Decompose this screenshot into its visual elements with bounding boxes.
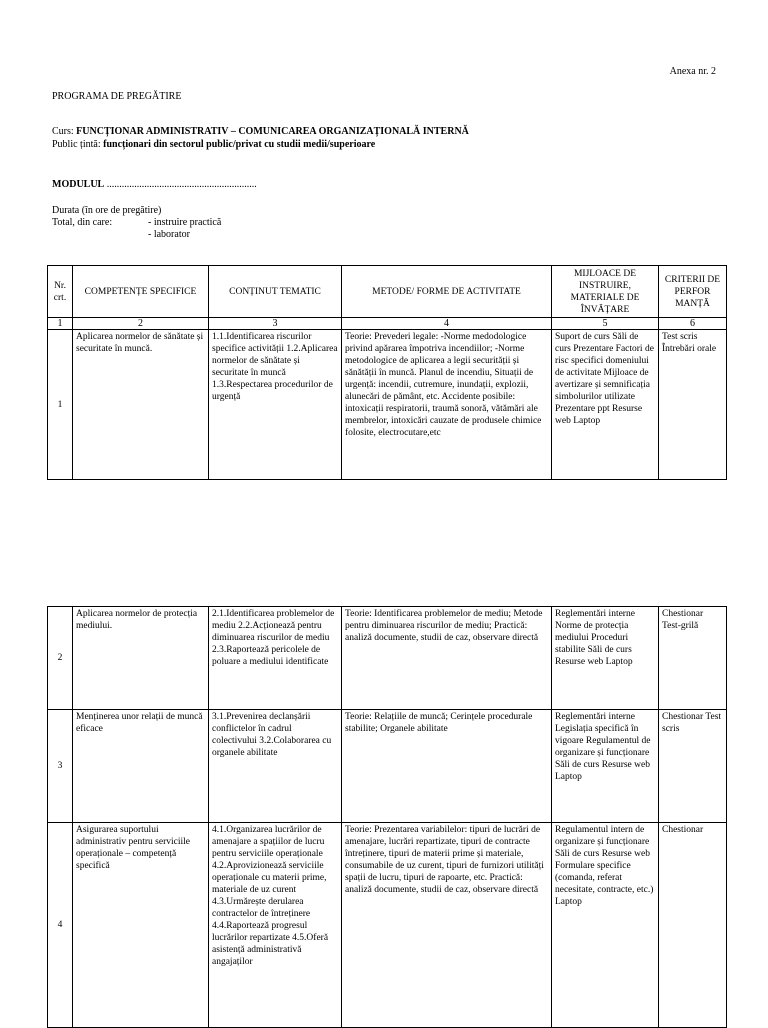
training-table <box>47 265 727 480</box>
module-line <box>52 179 257 190</box>
instruire-label: - instruire practică <box>148 217 222 228</box>
total-label: Total, din care: <box>52 217 113 228</box>
cell-metode: Teorie: Identificarea problemelor de mediu; Metode pentru diminuarea riscurilor de mediu; Practică: analiză documente, studii de caz, observare directă <box>342 607 552 710</box>
course-label: Curs: <box>52 126 74 137</box>
col-number: 6 <box>659 318 727 330</box>
col-number: 3 <box>209 318 342 330</box>
table-row <box>48 330 727 480</box>
laborator-label: - laborator <box>148 229 190 240</box>
duration-line: Durata (în ore de pregătire) <box>52 205 162 216</box>
header-criterii: CRITERII DE PERFOR MANȚĂ <box>659 266 727 318</box>
course-line <box>52 126 469 137</box>
header-nr: Nr. crt. <box>48 266 73 318</box>
cell-continut: 2.1.Identificarea problemelor de mediu 2.2.Acționează pentru diminuarea riscurilor de mediu 2.3.Raportează pericolele de poluare a mediului identificate <box>209 607 342 710</box>
col-number: 1 <box>48 318 73 330</box>
cell-competente: Asigurarea suportului administrativ pentru serviciile operaționale – competență specifică <box>73 823 209 1028</box>
cell-continut: 4.1.Organizarea lucrărilor de amenajare a spațiilor de lucru pentru serviciile operaționale 4.2.Aprovizionează serviciile operaționale cu materii prime, materiale de uz curent 4.3.Urmărește derularea contractelor de întreținere 4.4.Raportează progresul lucrărilor repartizate 4.5.Oferă asistență administrativă angajaților <box>209 823 342 1028</box>
cell-metode: Teorie: Prevederi legale: -Norme medodologice privind apărarea împotriva incendiilor; -Norme metodologice de aplicarea a legii securității și sănătății în muncă. Planul de incendiu, Situații de urgență: incendii, cutremure, inundații, explozii, alunecări de pământ, etc. Accidente posibile: intoxicații respiratorii, traumă sonoră, vătămări ale membrelor, intoxicări cauzate de produsele chimice folosite, electrocutare,etc <box>342 330 552 480</box>
cell-competente: Aplicarea normelor de sănătate și securitate în muncă. <box>73 330 209 480</box>
col-number: 4 <box>342 318 552 330</box>
cell-metode: Teorie: Prezentarea variabilelor: tipuri de lucrări de amenajare, lucrări repartizate, tipuri de contracte întreținere, tipuri de materii prime și materiale, consumabile de uz curent, tipuri de furnizori utilități spații de lucru, tipuri de rapoarte, etc. Practică: analiză documente, studii de caz, observare directă <box>342 823 552 1028</box>
row-number: 2 <box>48 607 73 710</box>
header-competente: COMPETENȚE SPECIFICE <box>73 266 209 318</box>
table-row <box>48 710 727 823</box>
cell-competente: Aplicarea normelor de protecția mediului. <box>73 607 209 710</box>
public-value: funcționari din sectorul public/privat cu studii medii/superioare <box>103 139 376 150</box>
cell-competente: Menținerea unor relații de muncă eficace <box>73 710 209 823</box>
cell-mijloace: Reglementări interne Legislația specifică în vigoare Regulamentul de organizare și funcționare Săli de curs Resurse web Laptop <box>552 710 659 823</box>
module-label: MODULUL <box>52 179 105 190</box>
table-row <box>48 607 727 710</box>
public-label: Public țintă: <box>52 139 101 150</box>
col-number: 2 <box>73 318 209 330</box>
program-title: PROGRAMA DE PREGĂTIRE <box>52 91 182 102</box>
cell-criterii: Chestionar <box>659 823 727 1028</box>
header-row <box>48 266 727 318</box>
cell-criterii: Test scris Întrebări orale <box>659 330 727 480</box>
cell-metode: Teorie: Relațiile de muncă; Cerințele procedurale stabilite; Organele abilitate <box>342 710 552 823</box>
public-line <box>52 139 375 150</box>
header-continut: CONȚINUT TEMATIC <box>209 266 342 318</box>
header-mijloace: MIJLOACE DE INSTRUIRE, MATERIALE DE ÎNVĂȚARE <box>552 266 659 318</box>
col-number: 5 <box>552 318 659 330</box>
module-dots: ............................................................ <box>106 179 257 190</box>
course-value: FUNCȚIONAR ADMINISTRATIV – COMUNICAREA ORGANIZAȚIONALĂ INTERNĂ <box>76 126 469 137</box>
cell-criterii: Chestionar Test scris <box>659 710 727 823</box>
row-number: 3 <box>48 710 73 823</box>
training-table-continued <box>47 606 727 1028</box>
table-row <box>48 823 727 1028</box>
cell-continut: 1.1.Identificarea riscurilor specifice activității 1.2.Aplicarea normelor de sănătate și securitate în muncă 1.3.Respectarea procedurilor de urgență <box>209 330 342 480</box>
cell-mijloace: Suport de curs Săli de curs Prezentare Factori de risc specifici domeniului de activitate Mijloace de avertizare și semnificația simbolurilor utilizate Prezentare ppt Resurse web Laptop <box>552 330 659 480</box>
row-number: 1 <box>48 330 73 480</box>
row-number: 4 <box>48 823 73 1028</box>
cell-mijloace: Reglementări interne Norme de protecția mediului Proceduri stabilite Săli de curs Resurse web Laptop <box>552 607 659 710</box>
cell-criterii: Chestionar Test-grilă <box>659 607 727 710</box>
annex-number: Anexa nr. 2 <box>669 66 716 77</box>
cell-mijloace: Regulamentul intern de organizare și funcționare Săli de curs Resurse web Formulare specifice (comanda, referat necesitate, contracte, etc.) Laptop <box>552 823 659 1028</box>
header-metode: METODE/ FORME DE ACTIVITATE <box>342 266 552 318</box>
column-number-row <box>48 318 727 330</box>
cell-continut: 3.1.Prevenirea declanșării conflictelor în cadrul colectivului 3.2.Colaborarea cu organele abilitate <box>209 710 342 823</box>
total-line <box>52 217 222 228</box>
